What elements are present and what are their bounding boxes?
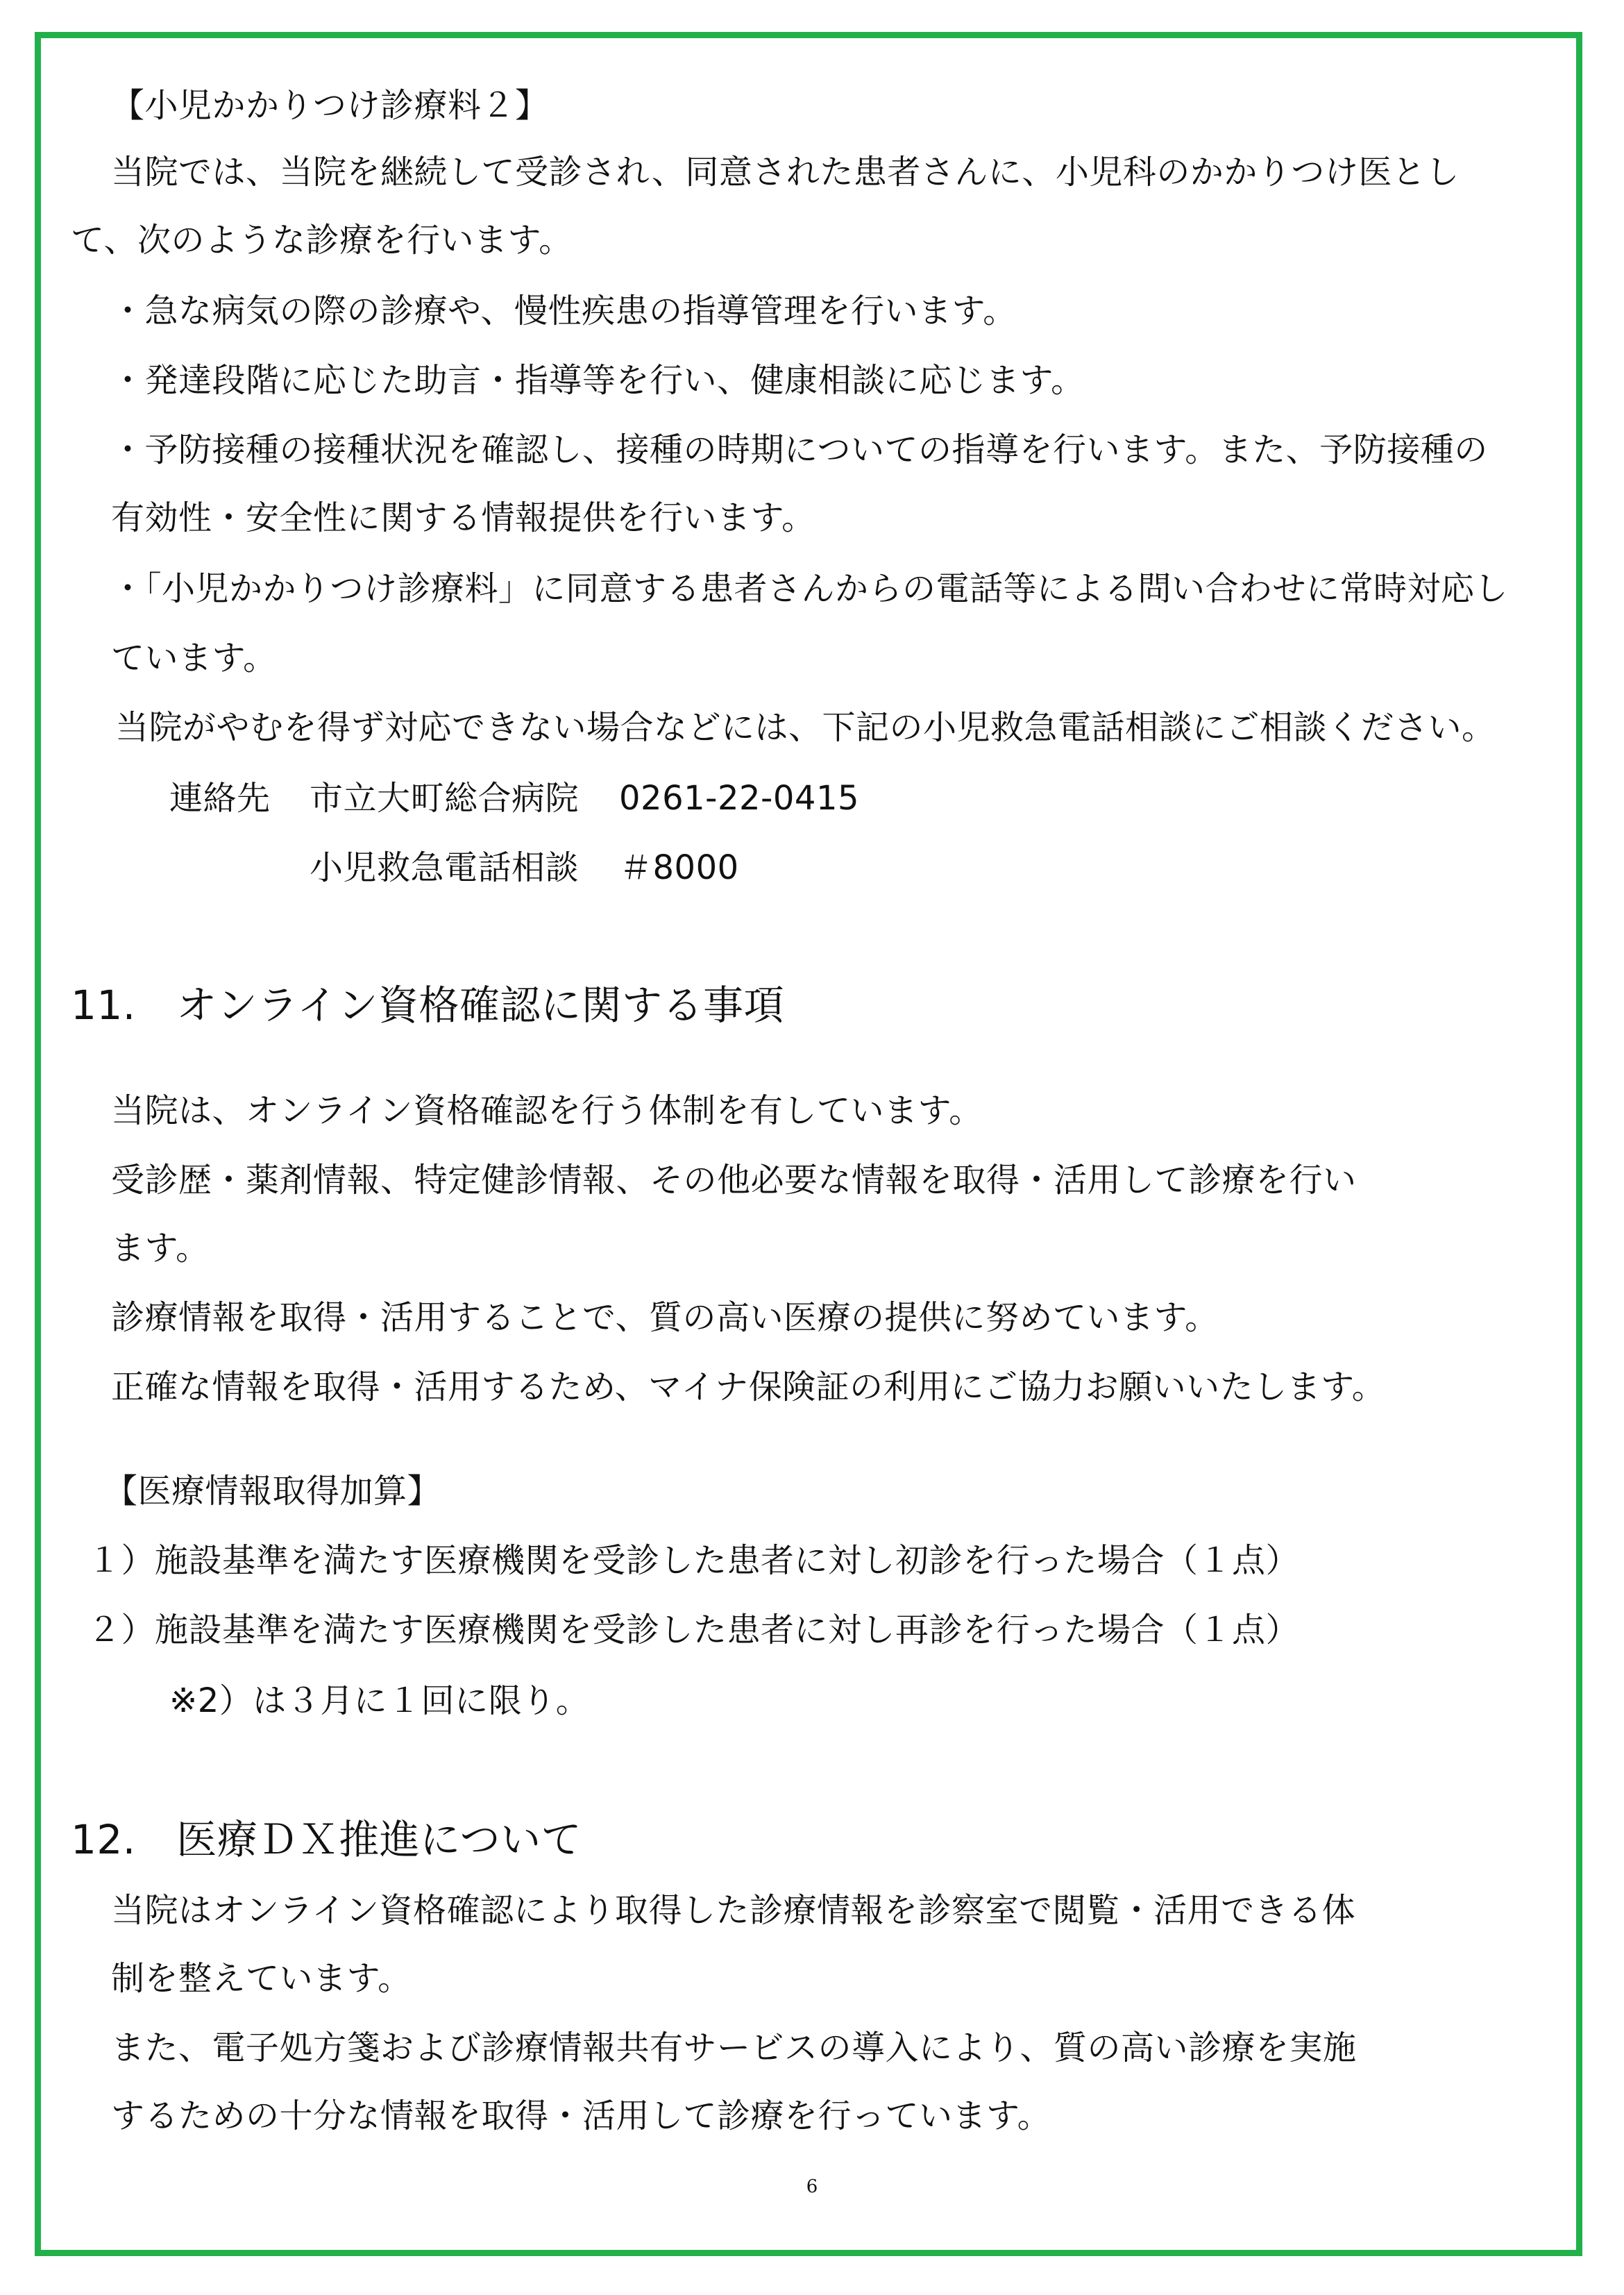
contact-hospital-name: 市立大町総合病院	[310, 779, 580, 818]
pediatric-emergency-note: 当院がやむを得ず対応できない場合などには、下記の小児救急電話相談にご相談ください。	[115, 708, 1496, 747]
section-12-heading: 12. 医療ＤＸ推進について	[71, 1816, 582, 1863]
pediatric-intro-line1: 当院では、当院を継続して受診され、同意された患者さんに、小児科のかかりつけ医とし	[111, 153, 1460, 192]
pediatric-bullet-4-line1: ・「小児かかりつけ診療料」に同意する患者さんからの電話等による問い合わせに常時対応し	[111, 569, 1509, 608]
contact-pediatric-hotline-number: ＃8000	[619, 848, 739, 887]
pediatric-bullet-1: ・急な病気の際の診療や、慢性疾患の指導管理を行います。	[111, 292, 1017, 330]
pediatric-title: 【小児かかりつけ診療料２】	[111, 86, 549, 125]
section-12-line-2a: また、電子処方箋および診療情報共有サービスの導入により、質の高い診療を実施	[111, 2028, 1357, 2067]
pediatric-bullet-4-line2: ています。	[111, 639, 277, 678]
section-11-line-1: 当院は、オンライン資格確認を行う体制を有しています。	[111, 1091, 983, 1130]
section-11-item-1: １）施設基準を満たす医療機関を受診した患者に対し初診を行った場合（１点）	[87, 1541, 1300, 1580]
section-12-line-2b: するための十分な情報を取得・活用して診療を行っています。	[111, 2096, 1051, 2135]
pediatric-intro-line2: て、次のような診療を行います。	[71, 221, 573, 260]
section-11-note: ※2）は３月に１回に限り。	[169, 1681, 590, 1720]
pediatric-bullet-2: ・発達段階に応じた助言・指導等を行い、健康相談に応じます。	[111, 361, 1085, 400]
section-12-line-1a: 当院はオンライン資格確認により取得した診療情報を診察室で閲覧・活用できる体	[111, 1891, 1356, 1930]
section-12-line-1b: 制を整えています。	[111, 1959, 412, 1998]
section-11-line-4: 正確な情報を取得・活用するため、マイナ保険証の利用にご協力お願いいたします。	[111, 1368, 1386, 1406]
section-11-subheading: 【医療情報取得加算】	[104, 1472, 441, 1511]
section-11-heading: 11. オンライン資格確認に関する事項	[71, 982, 785, 1029]
section-11-item-2: ２）施設基準を満たす医療機関を受診した患者に対し再診を行った場合（１点）	[87, 1611, 1300, 1649]
pediatric-bullet-3-line1: ・予防接種の接種状況を確認し、接種の時期についての指導を行います。また、予防接種の	[111, 430, 1488, 469]
contact-hospital-phone: 0261-22-0415	[619, 779, 860, 818]
contact-pediatric-hotline-name: 小児救急電話相談	[310, 848, 580, 887]
section-11-line-2b: ます。	[111, 1229, 210, 1268]
contact-label: 連絡先	[169, 779, 271, 818]
section-11-line-2a: 受診歴・薬剤情報、特定健診情報、その他必要な情報を取得・活用して診療を行い	[111, 1161, 1357, 1200]
pediatric-bullet-3-line2: 有効性・安全性に関する情報提供を行います。	[111, 498, 815, 537]
page-number: 6	[806, 2176, 818, 2197]
section-11-line-3: 診療情報を取得・活用することで、質の高い医療の提供に努めています。	[111, 1298, 1219, 1337]
